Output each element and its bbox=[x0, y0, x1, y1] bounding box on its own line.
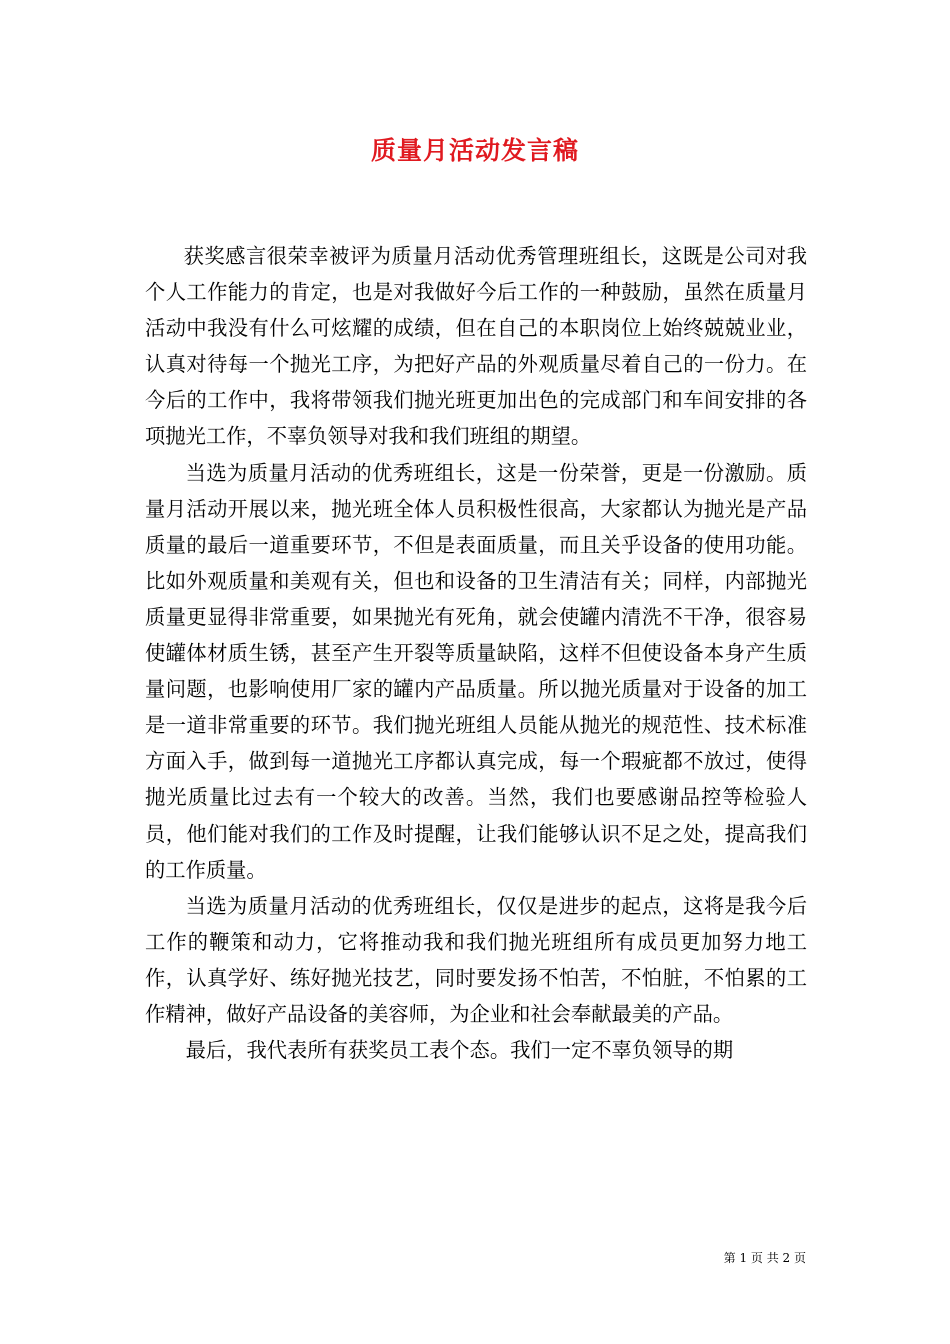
paragraph-3: 当选为质量月活动的优秀班组长，仅仅是进步的起点，这将是我今后工作的鞭策和动力，它将推动我和我们抛光班组所有成员更加努力地工作，认真学好、练好抛光技艺，同时要发扬不怕苦，不怕脏，不怕累的工作精神，做好产品设备的美容师，为企业和社会奉献最美的产品。 bbox=[145, 893, 807, 1026]
page-title: 质量月活动发言稿 bbox=[370, 136, 579, 165]
paragraph-2: 当选为质量月活动的优秀班组长，这是一份荣誉，更是一份激励。质量月活动开展以来，抛光班全体人员积极性很高，大家都认为抛光是产品质量的最后一道重要环节，不但是表面质量，而且关乎设备的使用功能。比如外观质量和美观有关，但也和设备的卫生清洁有关；同样，内部抛光质量更显得非常重要，如果抛光有死角，就会使罐内清洗不干净，很容易使罐体材质生锈，甚至产生开裂等质量缺陷，这样不但使设备本身产生质量问题，也影响使用厂家的罐内产品质量。所以抛光质量对于设备的加工是一道非常重要的环节。我们抛光班组人员能从抛光的规范性、技术标准方面入手，做到每一道抛光工序都认真完成，每一个瑕疵都不放过，使得抛光质量比过去有一个较大的改善。当然，我们也要感谢品控等检验人员，他们能对我们的工作及时提醒，让我们能够认识不足之处，提高我们的工作质量。 bbox=[145, 460, 807, 882]
document-body bbox=[145, 238, 807, 1068]
paragraph-4: 最后，我代表所有获奖员工表个态。我们一定不辜负领导的期 bbox=[185, 1038, 734, 1063]
page-number-footer: 第 1 页 共 2 页 bbox=[723, 1251, 806, 1265]
paragraph-1: 获奖感言很荣幸被评为质量月活动优秀管理班组长，这既是公司对我个人工作能力的肯定，也是对我做好今后工作的一种鼓励，虽然在质量月活动中我没有什么可炫耀的成绩，但在自己的本职岗位上始终兢兢业业，认真对待每一个抛光工序，为把好产品的外观质量尽着自己的一份力。在今后的工作中，我将带领我们抛光班更加出色的完成部门和车间安排的各项抛光工作，不辜负领导对我和我们班组的期望。 bbox=[145, 244, 807, 449]
